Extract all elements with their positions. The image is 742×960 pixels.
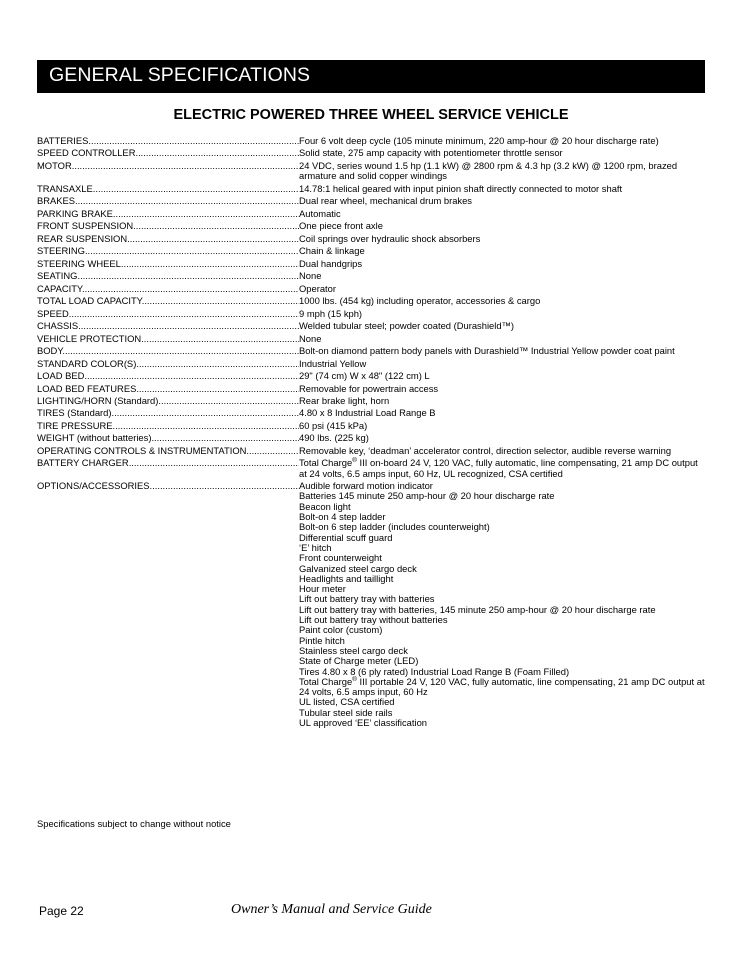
spec-value: Dual handgrips: [299, 257, 363, 269]
spec-label: STANDARD COLOR(S) .....: [37, 359, 299, 369]
spec-value: Rear brake light, horn: [299, 394, 390, 406]
spec-row: [37, 384, 705, 394]
spec-value: Removable key, ‘deadman’ accelerator control, direction selector, audible reverse warning: [299, 444, 672, 456]
specifications-table: [37, 136, 705, 731]
options-list-item: Batteries 145 minute 250 amp-hour @ 20 hour discharge rate: [299, 490, 555, 502]
spec-row: [37, 408, 705, 418]
spec-row: [37, 421, 705, 431]
spec-label: REAR SUSPENSION .....: [37, 234, 299, 244]
spec-row: [37, 221, 705, 231]
spec-label: TRANSAXLE .....: [37, 184, 299, 194]
spec-row: [37, 246, 705, 256]
options-list-item: Front counterweight: [299, 552, 382, 564]
spec-value: None: [299, 270, 322, 282]
spec-value: Solid state, 275 amp capacity with potentiometer throttle sensor: [299, 147, 563, 159]
spec-row: [37, 259, 705, 269]
footnote: Specifications subject to change without notice: [37, 818, 231, 829]
spec-row: [37, 271, 705, 281]
spec-value: 490 lbs. (225 kg): [299, 432, 369, 444]
spec-value: 29" (74 cm) W x 48" (122 cm) L: [299, 370, 430, 382]
options-list-item: Pintle hitch: [299, 634, 345, 646]
options-list-item: Bolt-on 6 step ladder (includes counterweight): [299, 521, 490, 533]
document-title: ELECTRIC POWERED THREE WHEEL SERVICE VEHICLE: [173, 107, 569, 123]
page-number: Page 22: [39, 904, 84, 918]
spec-value: Automatic: [299, 207, 341, 219]
options-list-item: Lift out battery tray without batteries: [299, 614, 448, 626]
spec-label: WEIGHT (without batteries) .....: [37, 433, 299, 443]
spec-label: SPEED .....: [37, 309, 299, 319]
spec-value: None: [299, 332, 322, 344]
spec-row: [37, 371, 705, 381]
options-list-item: ‘E’ hitch: [299, 541, 332, 553]
spec-row: [37, 136, 705, 146]
spec-label: CAPACITY .....: [37, 284, 299, 294]
options-list-item: Audible forward motion indicator: [299, 480, 433, 492]
options-list-item: Tubular steel side rails: [299, 706, 393, 718]
spec-label: OPTIONS/ACCESSORIES .....: [37, 481, 299, 491]
options-list-item: Lift out battery tray with batteries, 145 minute 250 amp-hour @ 20 hour discharge rate: [299, 603, 656, 615]
spec-value: 60 psi (415 kPa): [299, 419, 368, 431]
spec-value: Total Charge® III on-board 24 V, 120 VAC, fully automatic, line compensating, 21 amp DC output at 24 volts, 6.5 amps input, 60 Hz, UL recognized, CSA certified: [299, 457, 698, 479]
spec-label: CHASSIS .....: [37, 321, 299, 331]
section-header-title: GENERAL SPECIFICATIONS: [49, 64, 311, 86]
options-list-item: Beacon light: [299, 500, 351, 512]
options-list-item: Bolt-on 4 step ladder: [299, 511, 386, 523]
spec-label: TIRES (Standard) .....: [37, 408, 299, 418]
spec-label: STEERING .....: [37, 246, 299, 256]
spec-row: [37, 184, 705, 194]
spec-row: [37, 433, 705, 443]
spec-row: [37, 346, 705, 356]
options-list-item: Headlights and taillight: [299, 572, 394, 584]
spec-value: Bolt-on diamond pattern body panels with Durashield™ Industrial Yellow powder coat paint: [299, 345, 675, 357]
options-list-item: Paint color (custom): [299, 624, 383, 636]
spec-label: TOTAL LOAD CAPACITY .....: [37, 296, 299, 306]
spec-value: Coil springs over hydraulic shock absorbers: [299, 232, 481, 244]
spec-row: [37, 161, 705, 182]
options-list-item: Total Charge® III portable 24 V, 120 VAC, fully automatic, line compensating, 21 amp DC output at 24 volts, 6.5 amps input, 60 Hz: [299, 675, 705, 698]
spec-row: [37, 334, 705, 344]
spec-value: 14.78:1 helical geared with input pinion shaft directly connected to motor shaft: [299, 182, 623, 194]
spec-row: [37, 196, 705, 206]
spec-label: TIRE PRESSURE .....: [37, 421, 299, 431]
spec-value: One piece front axle: [299, 220, 383, 232]
spec-label: BRAKES .....: [37, 196, 299, 206]
spec-label: BODY .....: [37, 346, 299, 356]
spec-label: OPERATING CONTROLS & INSTRUMENTATION .....: [37, 446, 299, 456]
spec-row: [37, 446, 705, 456]
spec-row: [37, 234, 705, 244]
spec-label: LOAD BED FEATURES .....: [37, 384, 299, 394]
options-list-item: Stainless steel cargo deck: [299, 644, 408, 656]
spec-label: SPEED CONTROLLER .....: [37, 148, 299, 158]
options-list-item: Hour meter: [299, 583, 346, 595]
spec-label: FRONT SUSPENSION .....: [37, 221, 299, 231]
spec-value: Welded tubular steel; powder coated (Durashield™): [299, 320, 515, 332]
spec-value: Removable for powertrain access: [299, 382, 439, 394]
spec-row: [37, 284, 705, 294]
spec-label: PARKING BRAKE .....: [37, 209, 299, 219]
spec-row: [37, 321, 705, 331]
spec-label: BATTERY CHARGER .....: [37, 458, 299, 468]
spec-value: 9 mph (15 kph): [299, 307, 363, 319]
spec-value: Dual rear wheel, mechanical drum brakes: [299, 195, 472, 207]
options-list-item: State of Charge meter (LED): [299, 655, 419, 667]
spec-row: [37, 359, 705, 369]
spec-label: LIGHTING/HORN (Standard) .....: [37, 396, 299, 406]
footer-guide-title: Owner’s Manual and Service Guide: [231, 902, 432, 917]
section-header-bar: [37, 60, 705, 93]
options-list-item: UL approved ‘EE’ classification: [299, 717, 428, 729]
spec-value: 1000 lbs. (454 kg) including operator, accessories & cargo: [299, 295, 541, 307]
options-list-item: UL listed, CSA certified: [299, 696, 395, 708]
spec-row: [37, 148, 705, 158]
spec-value: 4.80 x 8 Industrial Load Range B: [299, 407, 436, 419]
spec-label: STEERING WHEEL .....: [37, 259, 299, 269]
spec-label: BATTERIES .....: [37, 136, 299, 146]
options-list-item: Lift out battery tray with batteries: [299, 593, 435, 605]
spec-value: Industrial Yellow: [299, 357, 367, 369]
spec-value: Four 6 volt deep cycle (105 minute minimum, 220 amp-hour @ 20 hour discharge rate): [299, 135, 659, 146]
options-list-item: Tires 4.80 x 8 (6 ply rated) Industrial Load Range B (Foam Filled): [299, 665, 570, 677]
spec-label: SEATING .....: [37, 271, 299, 281]
spec-value: 24 VDC, series wound 1.5 hp (1.1 kW) @ 2800 rpm & 4.3 hp (3.2 kW) @ 1200 rpm, brazed armature and solid copper windings: [299, 159, 678, 182]
spec-label: LOAD BED .....: [37, 371, 299, 381]
spec-row: [37, 209, 705, 219]
spec-row: [37, 309, 705, 319]
spec-row-options: [37, 481, 705, 728]
spec-label: MOTOR .....: [37, 161, 299, 171]
spec-label: VEHICLE PROTECTION .....: [37, 334, 299, 344]
options-list: [299, 481, 705, 728]
spec-row: [37, 396, 705, 406]
options-list-item: Galvanized steel cargo deck: [299, 562, 417, 574]
spec-value: Operator: [299, 282, 336, 294]
spec-row-battery-charger: [37, 458, 705, 479]
spec-row: [37, 296, 705, 306]
options-list-item: Differential scuff guard: [299, 531, 393, 543]
spec-value: Chain & linkage: [299, 245, 365, 257]
